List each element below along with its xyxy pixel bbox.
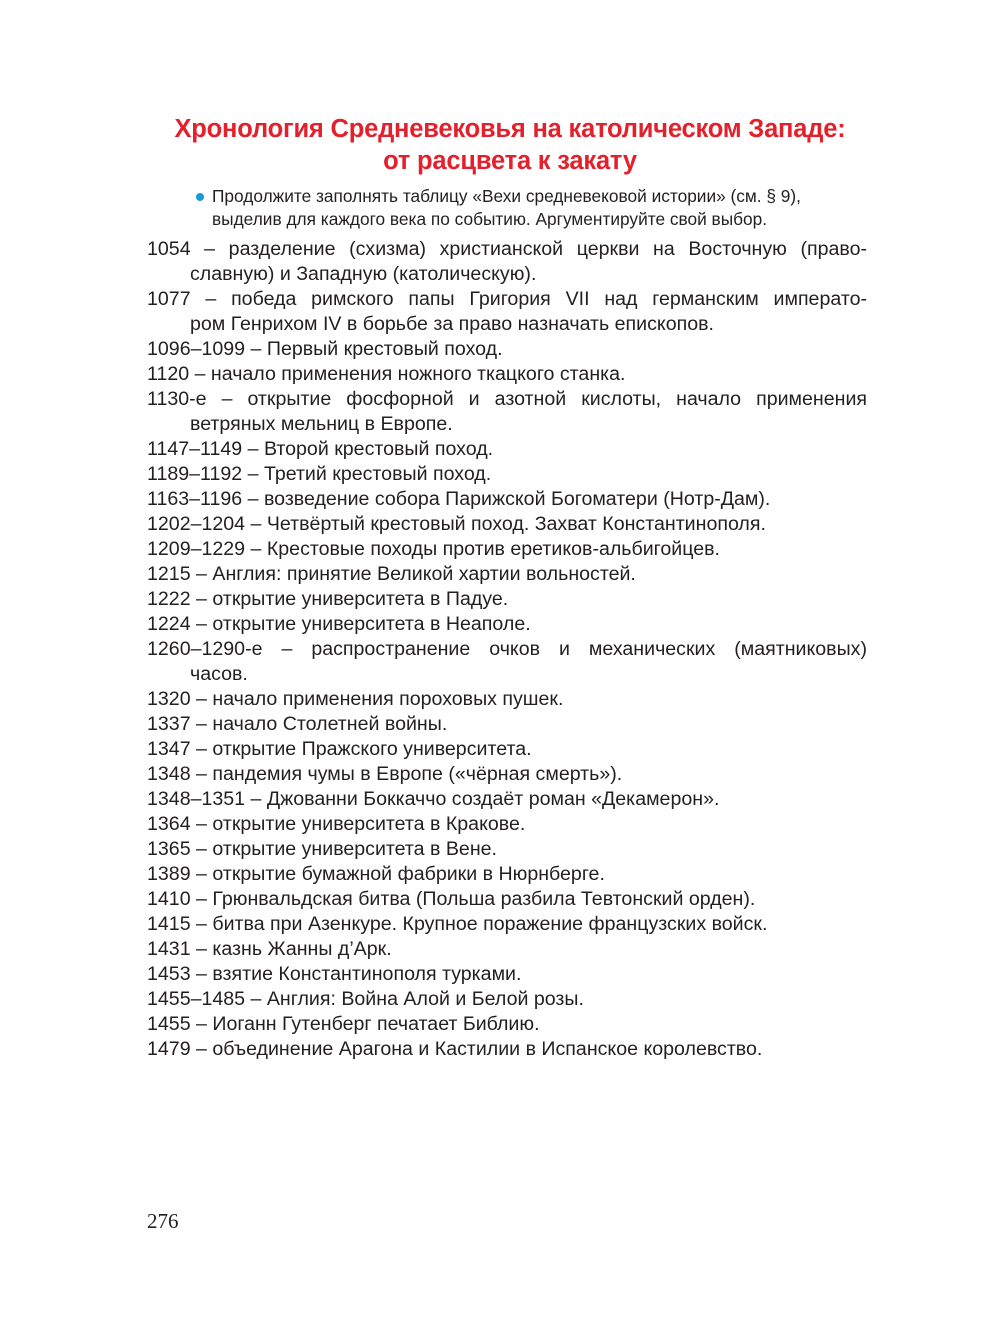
chronology-entry: 1260–1290-е – распространение очков и механических (маятниковых) bbox=[147, 638, 867, 660]
chronology-entry: 1365 – открытие университета в Вене. bbox=[147, 838, 497, 860]
chronology-entry-continuation: славную) и Западную (католическую). bbox=[190, 263, 537, 285]
chronology-entry: 1147–1149 – Второй крестовый поход. bbox=[147, 438, 494, 460]
chronology-entry: 1209–1229 – Крестовые походы против еретиков-альбигойцев. bbox=[147, 538, 720, 560]
chronology-entry: 1120 – начало применения ножного ткацкого станка. bbox=[147, 363, 626, 385]
chronology-entry: 1389 – открытие бумажной фабрики в Нюрнберге. bbox=[147, 863, 605, 885]
page-title-line-1: Хронология Средневековья на католическом Западе: bbox=[174, 115, 846, 143]
chronology-entry-continuation: ветряных мельниц в Европе. bbox=[190, 413, 453, 435]
chronology-entry-continuation: часов. bbox=[190, 663, 248, 685]
chronology-entry: 1337 – начало Столетней войны. bbox=[147, 713, 448, 735]
chronology-entry: 1222 – открытие университета в Падуе. bbox=[147, 588, 509, 610]
chronology-entry: 1431 – казнь Жанны д’Арк. bbox=[147, 938, 392, 960]
page-title bbox=[140, 113, 880, 177]
chronology-entry: 1455 – Иоганн Гутенберг печатает Библию. bbox=[147, 1013, 540, 1035]
chronology-entry: 1202–1204 – Четвёртый крестовый поход. Захват Константинополя. bbox=[147, 513, 766, 535]
page-title-line-2: от расцвета к закату bbox=[383, 147, 637, 175]
task-line-2: выделив для каждого века по событию. Аргументируйте свой выбор. bbox=[212, 209, 768, 229]
chronology-list bbox=[147, 237, 867, 1062]
chronology-entry: 1320 – начало применения пороховых пушек. bbox=[147, 688, 564, 710]
task-line-1: Продолжите заполнять таблицу «Вехи средневековой истории» (см. § 9), bbox=[212, 186, 801, 206]
chronology-entry: 1096–1099 – Первый крестовый поход. bbox=[147, 338, 503, 360]
chronology-entry: 1224 – открытие университета в Неаполе. bbox=[147, 613, 531, 635]
chronology-entry-continuation: ром Генрихом IV в борьбе за право назначать епископов. bbox=[190, 313, 714, 335]
chronology-entry: 1077 – победа римского папы Григория VII над германским императо- bbox=[147, 288, 867, 310]
chronology-entry: 1364 – открытие университета в Кракове. bbox=[147, 813, 526, 835]
chronology-entry: 1453 – взятие Константинополя турками. bbox=[147, 963, 522, 985]
chronology-entry: 1348–1351 – Джованни Боккаччо создаёт роман «Декамерон». bbox=[147, 788, 720, 810]
task-assignment bbox=[196, 185, 876, 231]
chronology-entry: 1189–1192 – Третий крестовый поход. bbox=[147, 463, 492, 485]
page-number: 276 bbox=[147, 1209, 179, 1233]
bullet-icon bbox=[196, 193, 204, 201]
chronology-entry: 1348 – пандемия чумы в Европе («чёрная смерть»). bbox=[147, 763, 623, 785]
chronology-entry: 1455–1485 – Англия: Война Алой и Белой розы. bbox=[147, 988, 584, 1010]
chronology-entry: 1410 – Грюнвальдская битва (Польша разбила Тевтонский орден). bbox=[147, 888, 756, 910]
chronology-entry: 1130-е – открытие фосфорной и азотной кислоты, начало применения bbox=[147, 388, 867, 410]
chronology-entry: 1347 – открытие Пражского университета. bbox=[147, 738, 532, 760]
chronology-entry: 1479 – объединение Арагона и Кастилии в Испанское королевство. bbox=[147, 1038, 763, 1060]
chronology-entry: 1215 – Англия: принятие Великой хартии вольностей. bbox=[147, 563, 636, 585]
chronology-entry: 1163–1196 – возведение собора Парижской Богоматери (Нотр-Дам). bbox=[147, 488, 771, 510]
chronology-entry: 1054 – разделение (схизма) христианской церкви на Восточную (право- bbox=[147, 238, 867, 260]
chronology-entry: 1415 – битва при Азенкуре. Крупное поражение французских войск. bbox=[147, 913, 768, 935]
